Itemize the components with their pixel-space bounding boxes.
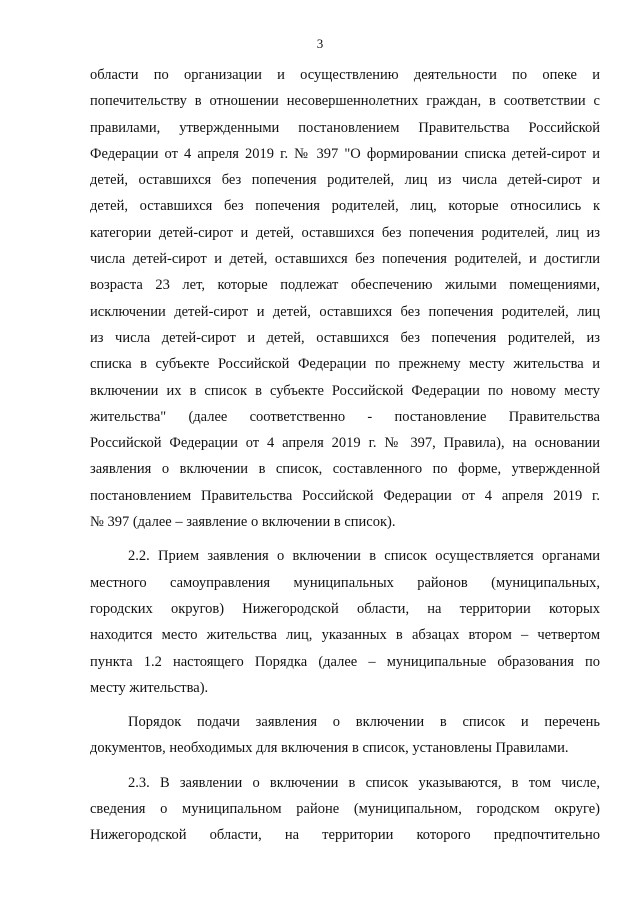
text-line: Нижегородской области, на территории которого предпочтительно — [90, 827, 600, 844]
text-line: правилами, утвержденными постановлением Правительства Российской — [90, 119, 600, 136]
text-line: постановлением Правительства Российской Федерации от 4 апреля 2019 г. — [90, 487, 600, 504]
text-line: месту жительства). — [90, 679, 209, 696]
text-line: документов, необходимых для включения в список, установлены Правилами. — [90, 740, 569, 757]
text-line: категории детей-сирот и детей, оставшихся без попечения родителей, лиц из — [90, 224, 600, 241]
text-line: числа детей-сирот и детей, оставшихся без попечения родителей, и достигли — [90, 251, 600, 268]
paragraph — [90, 543, 600, 701]
text-line: включении их в список в субъекте Российской Федерации по новому месту — [90, 382, 600, 399]
paragraph — [90, 709, 600, 762]
text-line: попечительству в отношении несовершеннолетних граждан, в соответствии с — [90, 93, 600, 110]
text-line: заявления о включении в список, составленного по форме, утвержденной — [90, 461, 600, 478]
text-line: пункта 1.2 настоящего Порядка (далее – муниципальные образования по — [90, 653, 600, 670]
paragraph — [90, 62, 600, 535]
paragraph-gap — [90, 762, 600, 770]
paragraph-gap — [90, 701, 600, 709]
text-line: Порядок подачи заявления о включении в список и перечень — [128, 714, 600, 731]
text-line: сведения о муниципальном районе (муниципальном, городском округе) — [90, 801, 600, 818]
text-line: из числа детей-сирот и детей, оставшихся без попечения родителей, из — [90, 329, 600, 346]
text-line: 2.2. Прием заявления о включении в список осуществляется органами — [128, 548, 600, 565]
text-line: списка в субъекте Российской Федерации по прежнему месту жительства и — [90, 356, 600, 373]
text-line: местного самоуправления муниципальных районов (муниципальных, — [90, 574, 600, 591]
document-body — [90, 62, 600, 849]
text-line: жительства" (далее соответственно - постановление Правительства — [90, 408, 600, 425]
text-line: Российской Федерации от 4 апреля 2019 г. № 397, Правила), на основании — [90, 435, 600, 452]
text-line: городских округов) Нижегородской области, на территории которых — [90, 600, 600, 617]
text-line: 2.3. В заявлении о включении в список указываются, в том числе, — [128, 774, 600, 791]
text-line: возраста 23 лет, которые подлежат обеспечению жилыми помещениями, — [90, 277, 600, 294]
page-number: 3 — [316, 36, 324, 51]
paragraph-gap — [90, 535, 600, 543]
text-line: находится место жительства лиц, указанных в абзацах втором – четвертом — [90, 627, 600, 644]
paragraph — [90, 770, 600, 849]
text-line: детей, оставшихся без попечения родителей, лиц, которые относились к — [90, 198, 600, 215]
text-line: детей, оставшихся без попечения родителей, лиц из числа детей-сирот и — [90, 172, 600, 189]
text-line: Федерации от 4 апреля 2019 г. № 397 "О формировании списка детей-сирот и — [90, 145, 600, 162]
text-line: исключении детей-сирот и детей, оставшихся без попечения родителей, лиц — [90, 303, 600, 320]
text-line: области по организации и осуществлению деятельности по опеке и — [90, 67, 600, 83]
text-line: № 397 (далее – заявление о включении в список). — [90, 514, 396, 531]
